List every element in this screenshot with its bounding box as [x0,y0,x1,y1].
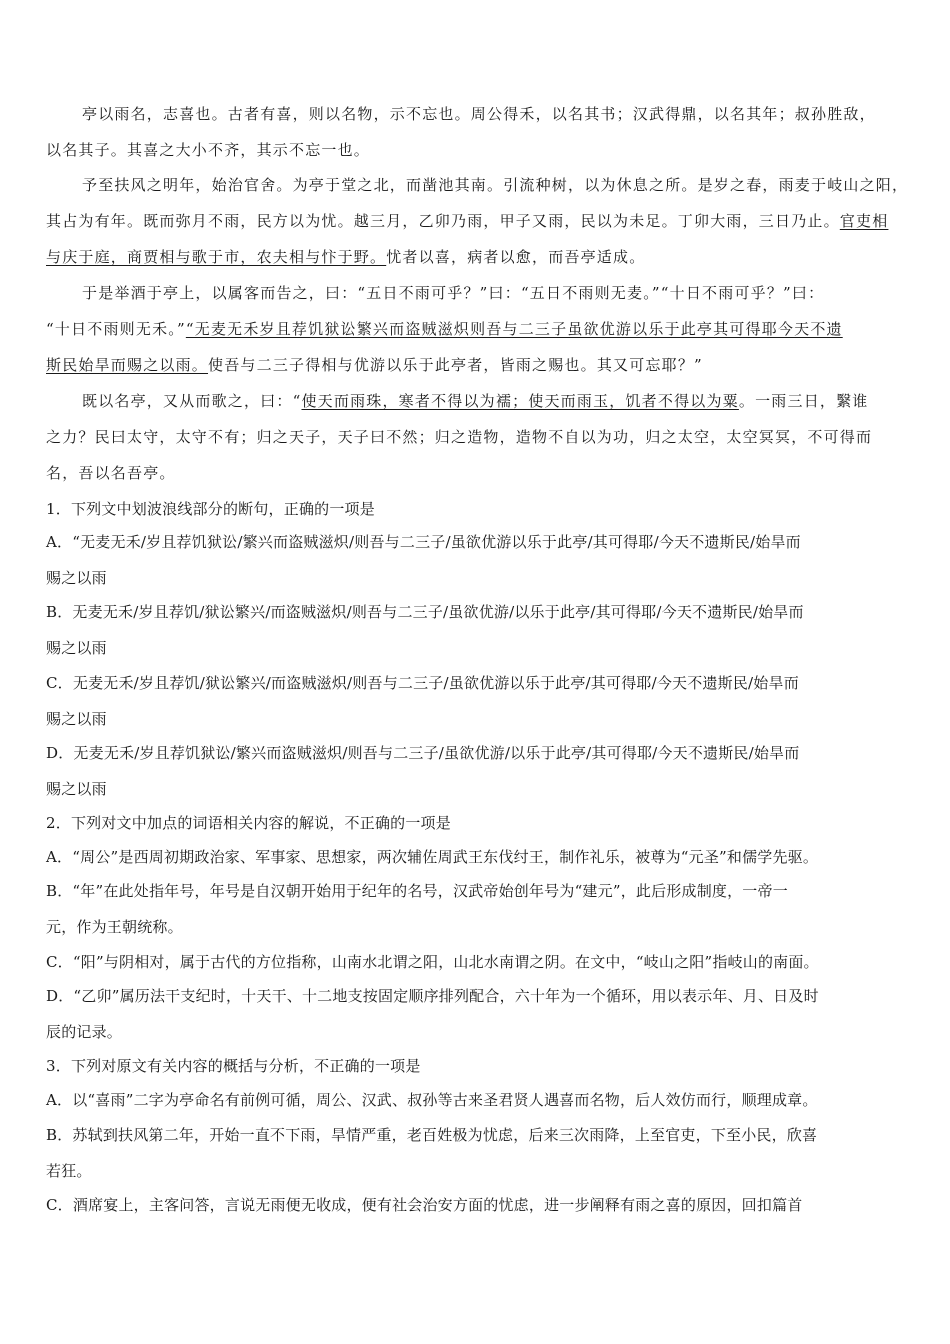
passage-p3-line-1: 于是举酒于亭上，以属客而告之，曰：“五日不雨可乎？”曰：“五日不雨则无麦。”“十日不雨可乎？”曰： [82,284,825,302]
passage-p4-line-3: 名，吾以名吾亭。 [46,464,176,482]
passage-p4-line-1-tail: 。一雨三日，繄谁 [738,392,869,410]
wavy-underlined-phrase: “无麦无禾岁且荐饥狱讼繁兴而盗贼滋炽则吾与二三子虽欲优游以乐于此亭其可得耶今天不遗 [185,320,843,338]
passage-p4-line-2: 之力？民曰太守，太守不有；归之天子，天子曰不然；归之造物，造物不自以为功，归之太空，太空冥冥，不可得而 [46,428,873,446]
question-2-option-d: D．“乙卯”属历法干支纪时，十天干、十二地支按固定顺序排列配合，六十年为一个循环，用以表示年、月、日及时 [46,987,819,1005]
question-1-option-c: C．无麦无禾/岁且荐饥/狱讼繁兴/而盗贼滋炽/则吾与二三子/虽欲优游以乐于此亭/其可得耶/今天不遗斯民/始旱而 [46,674,799,692]
wavy-underlined-phrase: 斯民始旱而赐之以雨。 [46,356,209,374]
underlined-phrase: 官吏相 [839,212,889,230]
passage-p1-line-2: 以名其子。其喜之大小不齐，其示不忘一也。 [46,141,371,159]
question-3-option-a: A．以“喜雨”二字为亭命名有前例可循，周公、汉武、叔孙等古来圣君贤人遇喜而名物，后人效仿而行，顺理成章。 [46,1091,818,1109]
passage-p2-line-3 [46,247,645,267]
question-3-stem: 3．下列对原文有关内容的概括与分析，不正确的一项是 [46,1057,421,1075]
question-3-option-c: C．酒席宴上，主客问答，言说无雨便无收成，便有社会治安方面的忧虑，进一步阐释有雨之喜的原因，回扣篇首 [46,1196,803,1214]
passage-p3-line-3-text: 使吾与二三子得相与优游以乐于此亭者，皆雨之赐也。其又可忘耶？” [208,356,703,374]
question-1-option-b-cont: 赐之以雨 [46,639,107,657]
question-1-stem: 1．下列文中划波浪线部分的断句，正确的一项是 [46,500,375,518]
passage-p3-line-2-text: “十日不雨则无禾。” [46,320,186,338]
question-2-option-d-cont: 辰的记录。 [46,1023,123,1041]
passage-p2-line-2-text: 其占为有年。既而弥月不雨，民方以为忧。越三月，乙卯乃雨，甲子又雨，民以为未足。丁卯大雨，三日乃止。 [46,212,840,230]
passage-p3-line-3 [46,355,703,375]
question-2-option-b-cont: 元，作为王朝统称。 [46,918,183,936]
passage-p4-line-1 [82,391,869,411]
question-2-option-b: B．“年”在此处指年号，年号是自汉朝开始用于纪年的名号，汉武帝始创年号为“建元”，此后形成制度，一帝一 [46,882,788,900]
question-1-option-c-cont: 赐之以雨 [46,710,107,728]
passage-p2-line-2 [46,211,888,231]
passage-p2-line-1: 予至扶风之明年，始治官舍。为亭于堂之北，而凿池其南。引流种树，以为休息之所。是岁之春，雨麦于岐山之阳， [82,176,909,194]
passage-p3-line-2 [46,319,843,339]
underlined-phrase: 与庆于庭，商贾相与歌于市，农夫相与忭于野。 [46,248,387,266]
question-2-option-a: A．“周公”是西周初期政治家、军事家、思想家，两次辅佐周武王东伐纣王，制作礼乐，被尊为“元圣”和儒学先驱。 [46,848,819,866]
question-3-option-b-cont: 若狂。 [46,1162,92,1180]
question-1-option-d: D．无麦无禾/岁且荐饥狱讼/繁兴而盗贼滋炽/则吾与二三子/虽欲优游/以乐于此亭/其可得耶/今天不遗斯民/始旱而 [46,744,800,762]
passage-p1-line-1: 亭以雨名，志喜也。古者有喜，则以名物，示不忘也。周公得禾，以名其书；汉武得鼎，以名其年；叔孙胜敌， [82,105,876,123]
question-3-option-b: B．苏轼到扶风第二年，开始一直不下雨，旱情严重，老百姓极为忧虑，后来三次雨降，上至官吏，下至小民，欣喜 [46,1126,818,1144]
underlined-phrase: 使天而雨珠，寒者不得以为襦；使天而雨玉，饥者不得以为粟 [301,392,739,410]
question-2-stem: 2．下列对文中加点的词语相关内容的解说，不正确的一项是 [46,814,451,832]
question-1-option-a: A．“无麦无禾/岁且荐饥狱讼/繁兴而盗贼滋炽/则吾与二三子/虽欲优游以乐于此亭/其可得耶/今天不遗斯民/始旱而 [46,533,801,551]
passage-p2-line-3-text: 忧者以喜，病者以愈，而吾亭适成。 [386,248,646,266]
question-1-option-d-cont: 赐之以雨 [46,780,107,798]
question-1-option-a-cont: 赐之以雨 [46,569,107,587]
question-1-option-b: B．无麦无禾/岁且荐饥/狱讼繁兴/而盗贼滋炽/则吾与二三子/虽欲优游/以乐于此亭/其可得耶/今天不遗斯民/始旱而 [46,603,804,621]
passage-p4-line-1-text: 既以名亭，又从而歌之，曰：“ [82,392,302,410]
question-2-option-c: C．“阳”与阴相对，属于古代的方位指称，山南水北谓之阳，山北水南谓之阴。在文中，“岐山之阳”指岐山的南面。 [46,953,819,971]
